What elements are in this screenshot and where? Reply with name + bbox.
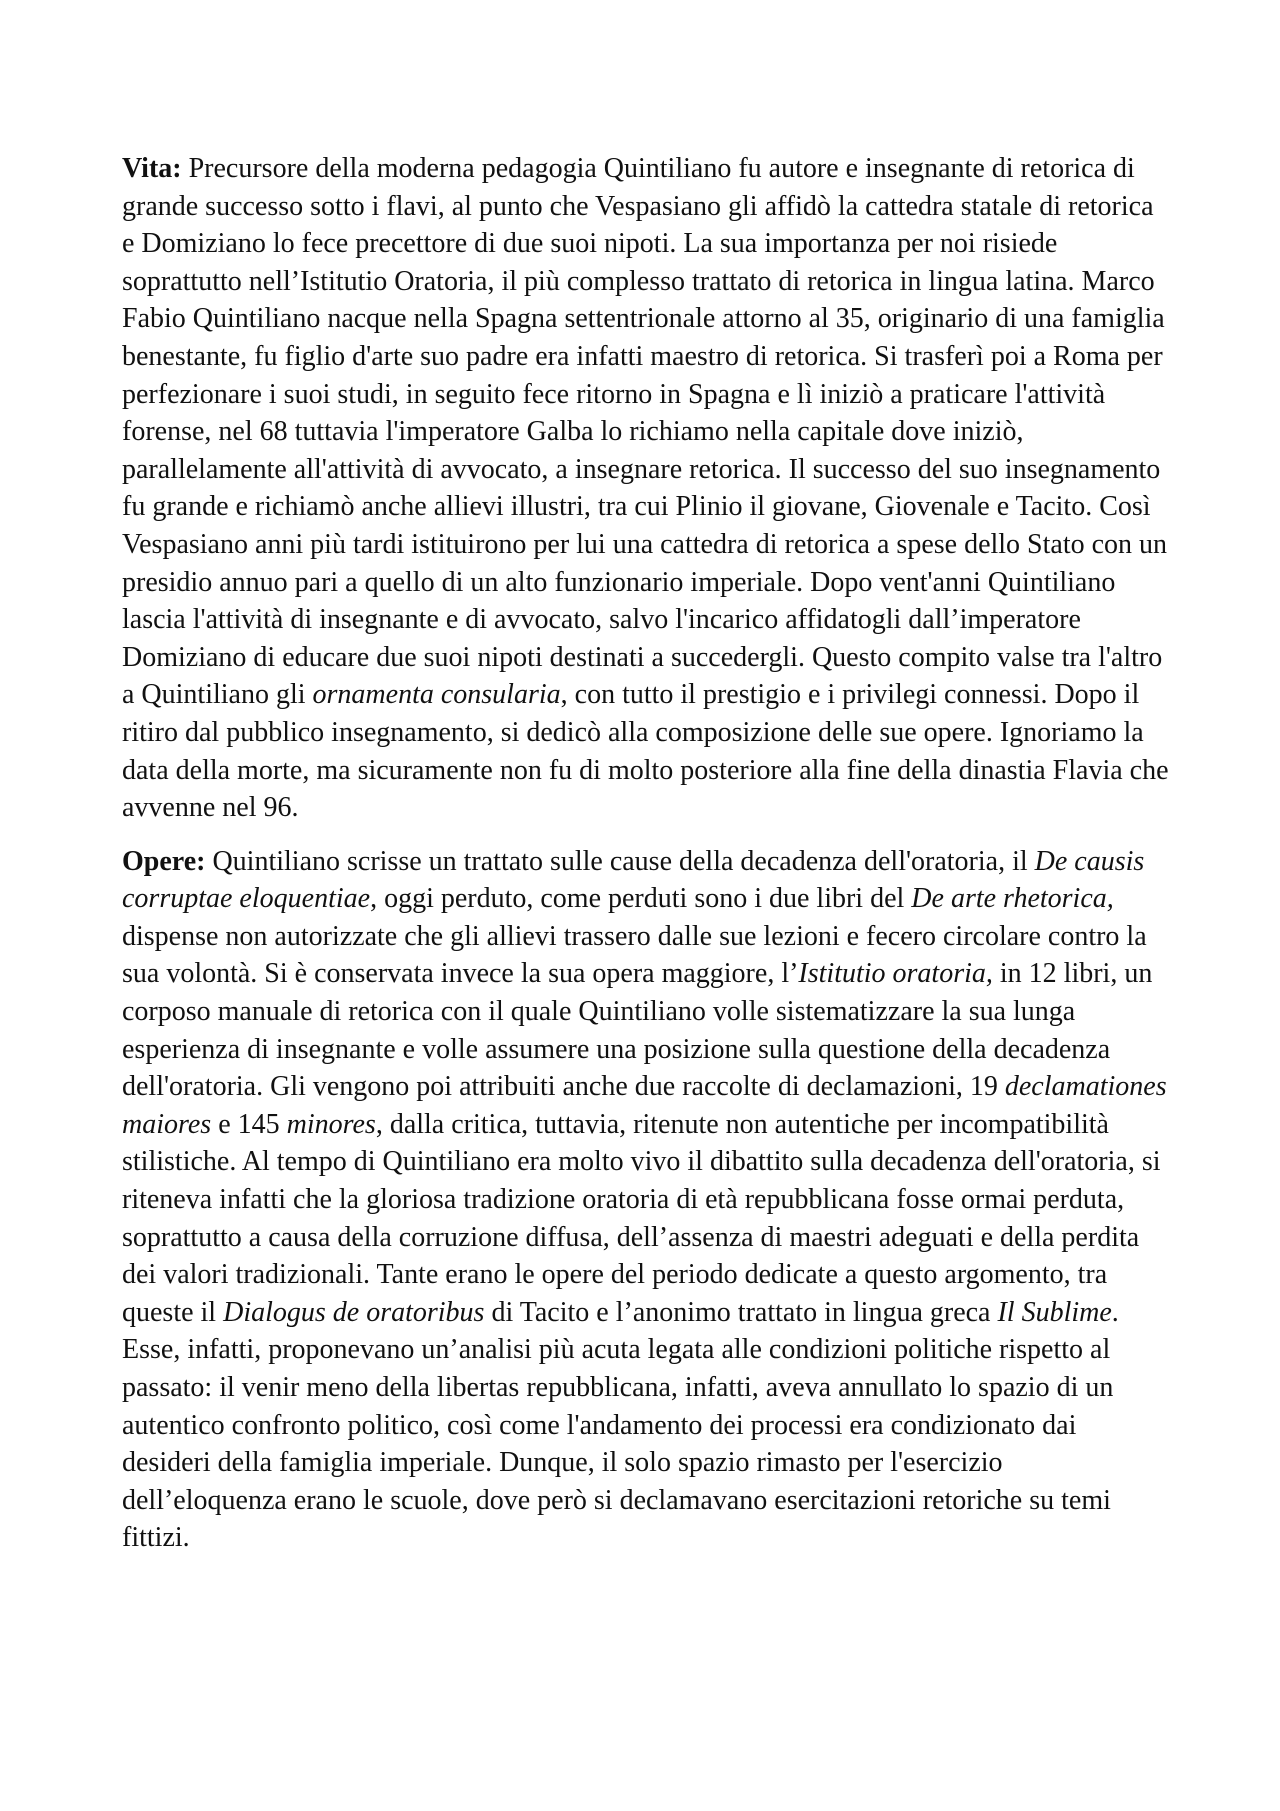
opere-text: . Esse, infatti, proponevano un’analisi più acuta legata alle condizioni politiche rispetto al passato: il venir meno della libertas repubblicana, infatti, aveva annullato lo spazio di un autentico confronto politico, così come l'andamento dei processi era condizionato dai desideri della famiglia imperiale. Dunque, il solo spazio rimasto per l'esercizio dell’eloquenza erano le scuole, dove però si declamavano esercitazioni retoriche su temi fittizi. bbox=[122, 1296, 1119, 1554]
opere-text: , dalla critica, tuttavia, ritenute non autentiche per incompatibilità stilistiche. Al tempo di Quintiliano era molto vivo il dibattito sulla decadenza dell'oratoria, si riteneva infatti che la gloriosa tradizione oratoria di età repubblicana fosse ormai perduta, soprattutto a causa della corruzione diffusa, dell’assenza di maestri adeguati e della perdita dei valori tradizionali. Tante erano le opere del periodo dedicate a questo argomento, tra queste il bbox=[122, 1108, 1161, 1328]
opere-text: in 12 libri, un corposo manuale di retorica con il quale Quintiliano volle sistematizzare la sua lunga esperienza di insegnante e volle assumere una posizione sulla questione della decadenza dell'oratoria. Gli vengono poi attribuiti anche due raccolte di declamazioni, 19 bbox=[122, 958, 1153, 1103]
opere-italic-title: De causis corruptae eloquentiae bbox=[122, 845, 1145, 915]
opere-heading: Opere: bbox=[122, 845, 206, 877]
opere-italic-title: Istitutio oratoria, bbox=[798, 958, 993, 990]
opere-italic-title: minores bbox=[286, 1108, 376, 1140]
opere-text: di Tacito e l’anonimo trattato in lingua greca bbox=[484, 1296, 998, 1328]
document-page bbox=[122, 150, 1172, 1573]
vita-text: Precursore della moderna pedagogia Quintiliano fu autore e insegnante di retorica di grande successo sotto i flavi, al punto che Vespasiano gli affidò la cattedra statale di retorica e Domiziano lo fece precettore di due suoi nipoti. La sua importanza per noi risiede soprattutto nell’Istitutio Oratoria, il più complesso trattato di retorica in lingua latina. Marco Fabio Quintiliano nacque nella Spagna settentrionale attorno al 35, originario di una famiglia benestante, fu figlio d'arte suo padre era infatti maestro di retorica. Si trasferì poi a Roma per perfezionare i suoi studi, in seguito fece ritorno in Spagna e lì iniziò a praticare l'attività forense, nel 68 tuttavia l'imperatore Galba lo richiamo nella capitale dove iniziò, parallelamente all'attività di avvocato, a insegnare retorica. Il successo del suo insegnamento fu grande e richiamò anche allievi illustri, tra cui Plinio il giovane, Giovenale e Tacito. Così Vespasiano anni più tardi istituirono per lui una cattedra di retorica a spese dello Stato con un presidio annuo pari a quello di un alto funzionario imperiale. Dopo vent'anni Quintiliano lascia l'attività di insegnante e di avvocato, salvo l'incarico affidatogli dall’imperatore Domiziano di educare due suoi nipoti destinati a succedergli. Questo compito valse tra l'altro a Quintiliano gli bbox=[122, 153, 1168, 711]
vita-paragraph bbox=[122, 150, 1172, 827]
opere-text: Quintiliano scrisse un trattato sulle cause della decadenza dell'oratoria, il bbox=[205, 845, 1035, 877]
opere-text: dispense non autorizzate che gli allievi trassero dalle sue lezioni e fecero circolare contro la sua volontà. Si è conservata invece la sua opera maggiore, l’ bbox=[122, 920, 1147, 990]
vita-heading: Vita: bbox=[122, 153, 182, 184]
opere-italic-title: Dialogus de oratoribus bbox=[223, 1296, 485, 1328]
opere-text: e 145 bbox=[211, 1108, 287, 1140]
opere-italic-title: declamationes maiores bbox=[122, 1071, 1167, 1140]
opere-italic-title: Il Sublime bbox=[997, 1296, 1112, 1328]
opere-italic-title: De arte rhetorica, bbox=[911, 883, 1114, 915]
vita-italic-term: ornamenta consularia bbox=[312, 679, 561, 711]
vita-text: , con tutto il prestigio e i privilegi connessi. Dopo il ritiro dal pubblico insegnamento, si dedicò alla composizione delle sue opere. Ignoriamo la data della morte, ma sicuramente non fu di molto posteriore alla fine della dinastia Flavia che avvenne nel 96. bbox=[122, 679, 1169, 824]
opere-text: , oggi perduto, come perduti sono i due libri del bbox=[370, 883, 912, 915]
opere-paragraph bbox=[122, 843, 1172, 1557]
